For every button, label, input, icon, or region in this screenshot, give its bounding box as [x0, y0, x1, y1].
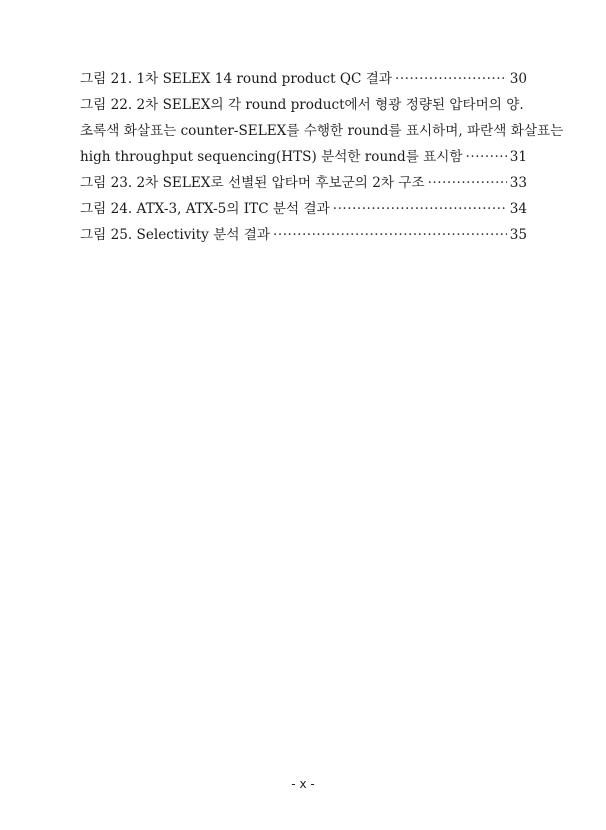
toc-entry-page: 35 [509, 227, 527, 243]
dot-leader [428, 170, 507, 196]
toc-entry-title: 그림 23. 2차 SELEX로 선별된 압타머 후보군의 2차 구조 [80, 175, 425, 191]
dot-leader [466, 144, 507, 170]
toc-entry-title: 그림 21. 1차 SELEX 14 round product QC 결과 [80, 71, 393, 87]
dot-leader [333, 196, 507, 222]
toc-entry-figure-25[interactable] [80, 222, 527, 248]
toc-entry-page: 30 [509, 71, 527, 87]
toc-entry-line-2: 초록색 화살표는 counter-SELEX를 수행한 round를 표시하며, 파란색 화살표는 [80, 123, 564, 139]
dot-leader [395, 66, 507, 92]
toc-entry-line-1: 그림 22. 2차 SELEX의 각 round product에서 형광 정량된 압타머의 양. [80, 97, 524, 113]
table-of-figures [80, 66, 564, 248]
dot-leader [273, 222, 507, 248]
toc-entry-figure-21[interactable] [80, 66, 527, 92]
toc-entry-page: 31 [509, 149, 527, 165]
toc-entry-figure-23[interactable] [80, 170, 527, 196]
page-number: - x - [291, 777, 315, 791]
toc-entry-figure-24[interactable] [80, 196, 527, 222]
toc-entry-line-3: high throughput sequencing(HTS) 분석한 round를 표시함 [80, 149, 463, 165]
toc-entry-page: 34 [509, 201, 527, 217]
toc-entry-page: 33 [509, 175, 527, 191]
toc-entry-title: 그림 25. Selectivity 분석 결과 [80, 227, 271, 243]
toc-entry-title: 그림 24. ATX-3, ATX-5의 ITC 분석 결과 [80, 201, 330, 217]
toc-entry-figure-22[interactable] [80, 92, 564, 170]
